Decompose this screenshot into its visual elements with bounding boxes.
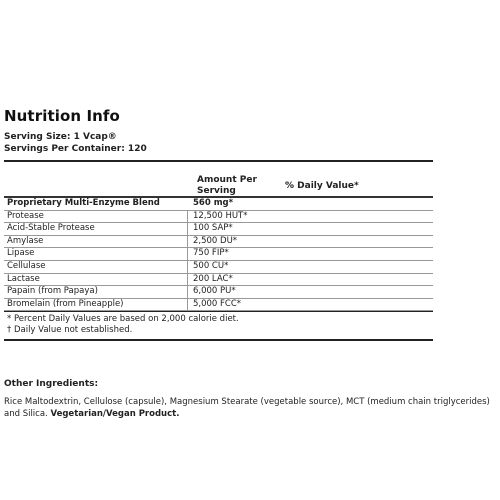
ingredient-name: Amylase: [7, 235, 44, 246]
table-row: [4, 211, 433, 224]
table-footnotes: [4, 312, 433, 339]
page-title: Nutrition Info: [4, 107, 120, 125]
ingredient-amount: 750 FIP*: [193, 248, 229, 259]
footnote-daily-values: * Percent Daily Values are based on 2,000 calorie diet.: [7, 314, 239, 325]
ingredient-amount: 560 mg*: [193, 198, 234, 208]
ingredient-name: Lactase: [7, 273, 40, 284]
ingredient-amount: 200 LAC*: [193, 273, 233, 284]
other-ingredients-list: Rice Maltodextrin, Cellulose (capsule), Magnesium Stearate (vegetable source), MCT (medium chain triglycerides) and Silica.: [4, 397, 490, 419]
ingredient-name: Cellulase: [7, 260, 46, 271]
table-row: [4, 248, 433, 261]
table-row: [4, 261, 433, 274]
ingredient-amount: 12,500 HUT*: [193, 210, 248, 221]
table-row: [4, 286, 433, 299]
amount-header-line1: Amount Per: [197, 175, 257, 185]
column-divider: [187, 261, 188, 273]
amount-per-serving-header: [197, 175, 257, 197]
column-divider: [187, 211, 188, 223]
footnote-not-established: † Daily Value not established.: [7, 325, 133, 336]
ingredient-name: Proprietary Multi-Enzyme Blend: [7, 198, 160, 208]
ingredient-name: Acid-Stable Protease: [7, 223, 95, 234]
table-end-rule: [4, 339, 433, 341]
daily-value-header: % Daily Value*: [285, 181, 359, 191]
ingredient-name: Bromelain (from Pineapple): [7, 298, 124, 309]
serving-size: Serving Size: 1 Vcap®: [4, 132, 117, 142]
column-divider: [187, 299, 188, 311]
column-divider: [187, 274, 188, 286]
table-row: [4, 274, 433, 287]
ingredient-amount: 2,500 DU*: [193, 235, 238, 246]
ingredient-amount: 5,000 FCC*: [193, 298, 242, 309]
servings-per-container: Servings Per Container: 120: [4, 144, 147, 154]
other-ingredients-text: [4, 396, 498, 420]
table-row: [4, 236, 433, 249]
column-divider: [187, 223, 188, 235]
column-divider: [187, 286, 188, 298]
ingredient-amount: 500 CU*: [193, 260, 229, 271]
other-ingredients-heading: Other Ingredients:: [4, 379, 99, 389]
table-row: [4, 223, 433, 236]
ingredient-amount: 100 SAP*: [193, 223, 233, 234]
table-row: [4, 198, 433, 211]
ingredient-name: Papain (from Papaya): [7, 286, 98, 297]
table-row: [4, 299, 433, 312]
ingredient-name: Protease: [7, 210, 44, 221]
table-header: [4, 162, 433, 196]
column-divider: [187, 248, 188, 260]
supplement-facts-table: [4, 160, 433, 341]
ingredient-name: Lipase: [7, 248, 35, 259]
amount-header-line2: Serving: [197, 186, 236, 196]
vegetarian-vegan-note: Vegetarian/Vegan Product.: [50, 409, 180, 419]
ingredient-amount: 6,000 PU*: [193, 286, 236, 297]
column-divider: [187, 236, 188, 248]
